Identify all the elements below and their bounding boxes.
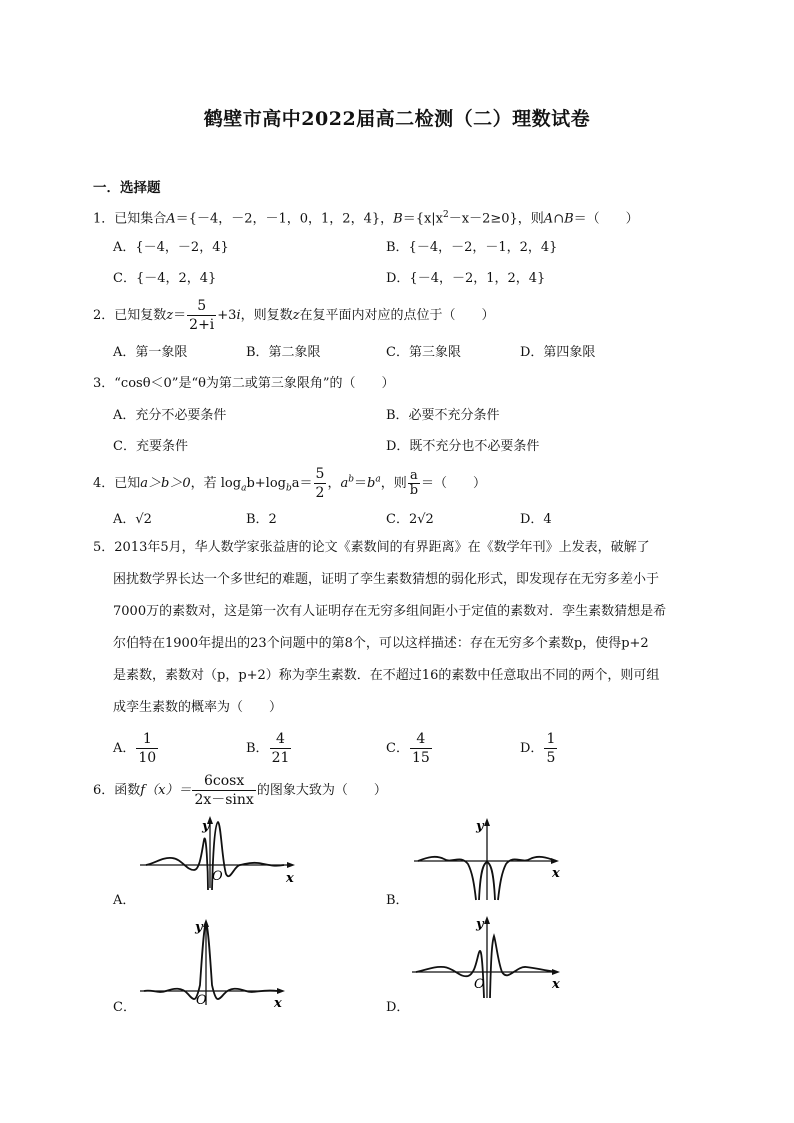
question-6: 6．函数f（x）＝ $\frac{6\cos x}{2x-\sin x}$ 的图象大致为（ ） — [93, 773, 387, 808]
q6-option-b: B． — [386, 893, 409, 908]
graph-a-origin-label: O — [212, 869, 223, 884]
q4-option-a: A．√2 — [113, 512, 152, 527]
q1-option-c: C．{－4，2，4} — [113, 271, 217, 286]
graph-b-x-label: x — [552, 866, 560, 881]
graph-a-y-label: y — [202, 819, 210, 834]
q2-fraction-denominator: 2+i — [189, 317, 215, 333]
q6-option-a: A． — [113, 893, 136, 908]
question-5-line-4: 尔伯特在1900年提出的23个问题中的第8个，可以这样描述：存在无穷多个素数p，使得p+2 — [113, 636, 649, 651]
q3-option-a: A．充分不必要条件 — [113, 408, 227, 423]
q2-option-a: A．第一象限 — [113, 345, 188, 360]
graph-d-origin-label: O — [474, 977, 485, 992]
page-title: 鹤壁市高中2022届高二检测（二）理数试卷 — [203, 108, 591, 130]
question-5-line-2: 困扰数学界长达一个多世纪的难题，证明了孪生素数猜想的弱化形式，即发现存在无穷多差小于 — [113, 572, 660, 587]
graph-a — [138, 810, 303, 892]
graph-d — [410, 912, 575, 1000]
q6-option-d: D． — [386, 1000, 410, 1015]
question-1: 1．已知集合A＝{－4，－2，－1，0，1，2，4}，$B=\{x|x^2-x-2\ge 0\}$，则A∩B＝（ ） — [93, 210, 639, 227]
q4-option-d: D．4 — [520, 512, 552, 527]
graph-b — [412, 812, 572, 902]
graph-c — [138, 915, 298, 1007]
graph-b-y-label: y — [476, 819, 484, 834]
q2-option-d: D．第四象限 — [520, 345, 596, 360]
q1-option-b: B．{－4，－2，－1，2，4} — [386, 240, 558, 255]
q5-option-c: C． $\frac{4}{15}$ — [386, 731, 430, 766]
question-5-line-5: 是素数，素数对（p，p+2）称为孪生素数．在不超过16的素数中任意取出不同的两个，则可组 — [113, 668, 660, 683]
question-2: 2．已知复数z＝ $\frac{5}{2+i}$ +3i，则复数z在复平面内对应的点位于（ ） — [93, 298, 495, 333]
q2-option-c: C．第三象限 — [386, 345, 461, 360]
q3-option-c: C．充要条件 — [113, 439, 188, 454]
q3-option-d: D．既不充分也不必要条件 — [386, 439, 540, 454]
q2-fraction-numerator: 5 — [187, 297, 216, 316]
graph-a-x-label: x — [286, 871, 294, 886]
graph-c-origin-label: O — [196, 993, 207, 1007]
q1-option-a: A．{－4，－2，4} — [113, 240, 229, 255]
question-4: 4．已知a＞b＞0，若 $\log_ab+\log_ba=$ $\frac{5}{2}$ ，$a^b=b^a$，则 $\frac{a}{b}$ ＝（ ） — [93, 466, 487, 501]
q6-option-c: C． — [113, 1000, 136, 1015]
question-5-line-6: 成孪生素数的概率为（ ） — [113, 700, 283, 715]
q5-option-d: D． $\frac{1}{5}$ — [520, 731, 556, 766]
question-5-line-1: 5．2013年5月，华人数学家张益唐的论文《素数间的有界距离》在《数学年刊》上发表，破解了 — [93, 540, 650, 555]
graph-d-x-label: x — [552, 977, 560, 992]
q4-option-c: C．2√2 — [386, 512, 434, 527]
graph-c-x-label: x — [274, 996, 282, 1007]
graph-c-y-label: y — [195, 920, 203, 935]
section-heading: 一．选择题 — [93, 180, 161, 196]
q3-option-b: B．必要不充分条件 — [386, 408, 500, 423]
q5-option-a: A． $\frac{1}{10}$ — [113, 731, 157, 766]
q4-option-b: B．2 — [246, 512, 277, 527]
q1-option-d: D．{－4，－2，1，2，4} — [386, 271, 546, 286]
graph-d-y-label: y — [476, 917, 484, 932]
question-3: 3．“cosθ＜0”是“θ为第二或第三象限角”的（ ） — [93, 376, 395, 391]
q2-option-b: B．第二象限 — [246, 345, 321, 360]
question-5-line-3: 7000万的素数对，这是第一次有人证明存在无穷多组间距小于定值的素数对．孪生素数猜想是希 — [113, 604, 667, 619]
q5-option-b: B． $\frac{4}{21}$ — [246, 731, 290, 766]
